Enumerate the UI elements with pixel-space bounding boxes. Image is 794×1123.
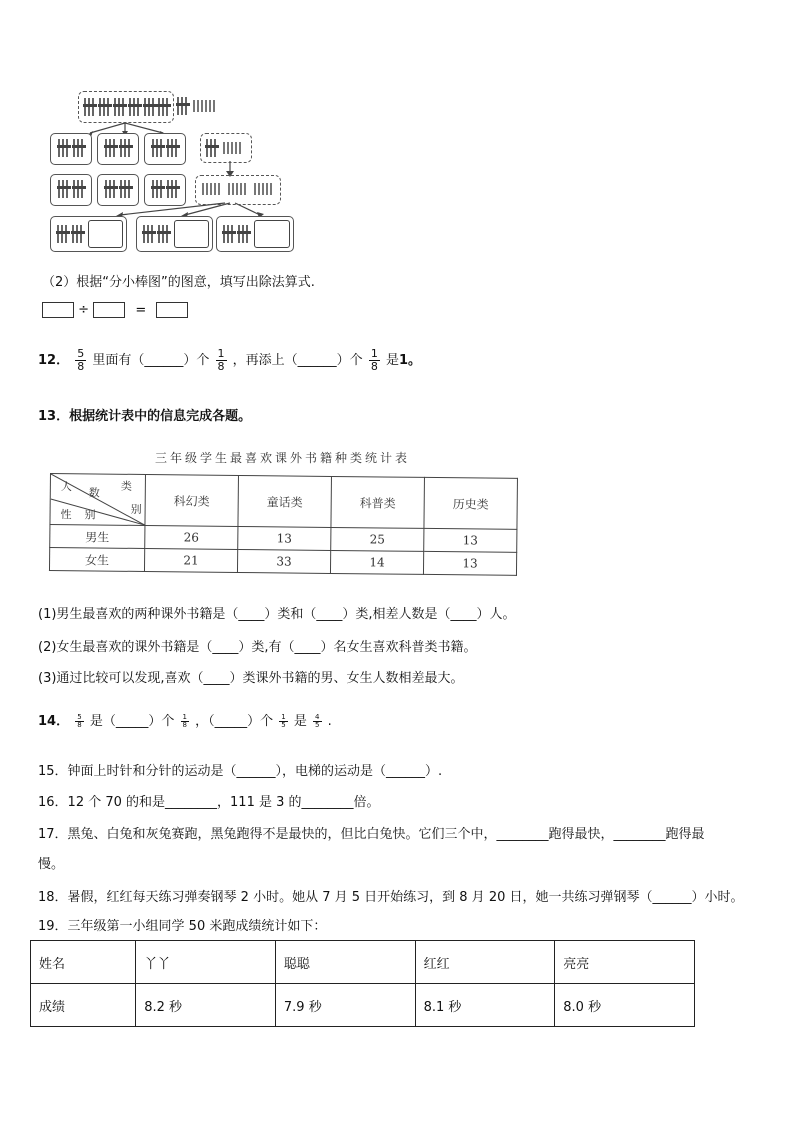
q12-text: 1。 [398, 353, 422, 368]
div-sign: ÷ [78, 302, 90, 318]
q17-text: 17．黑兔、白兔和灰兔赛跑，黑兔跑得不是最快的，但比白兔快。它们三个中，________跑得最快，________跑得最 [38, 827, 705, 842]
q12-text: 里面有（______）个 [92, 353, 210, 368]
empty-square [88, 220, 123, 248]
fraction: $\frac{1}{8}$ [370, 347, 378, 373]
corner-label: 数 [88, 486, 100, 500]
table-row [31, 941, 695, 984]
dividend-box[interactable] [42, 302, 74, 318]
table-cell: 33 [237, 549, 330, 573]
row-label: 女生 [49, 548, 144, 572]
q14-text: 是（_____）个 [89, 714, 175, 729]
column-header: 童话类 [238, 475, 332, 527]
fraction: $\frac{1}{5}$ [281, 713, 286, 729]
survey-table [49, 473, 518, 576]
table-cell: 7.9 秒 [275, 984, 415, 1027]
results-table [30, 940, 695, 1027]
q14-text: . [327, 714, 332, 729]
corner-label: 人 [60, 480, 72, 494]
q14-number: 14． [38, 714, 70, 729]
table-cell: 25 [331, 527, 424, 551]
bundle-icon [157, 225, 171, 243]
table-cell: 8.2 秒 [136, 984, 276, 1027]
q12 [38, 348, 421, 373]
bundle-icon [104, 180, 118, 198]
bundle-icon [113, 98, 127, 116]
corner-label: 类 [120, 479, 132, 493]
q12-text: 是 [385, 353, 399, 368]
bundle-icon [98, 98, 112, 116]
bundle-icon [56, 225, 70, 243]
table-cell: 13 [238, 526, 331, 550]
column-header: 历史类 [424, 477, 518, 529]
table-cell: 26 [145, 525, 238, 549]
fraction: $\frac{4}{5}$ [315, 713, 320, 729]
table-cell: 13 [424, 528, 517, 552]
bundle-icon [119, 180, 133, 198]
table-cell: 8.0 秒 [555, 984, 695, 1027]
q14-text: 是 [293, 714, 307, 729]
q17-text-cont: 慢。 [38, 857, 65, 872]
q12-text: ，再添上（______）个 [232, 353, 363, 368]
table-row [31, 984, 695, 1027]
table-cell: 21 [144, 548, 237, 572]
bundle-icon [166, 180, 180, 198]
bundle-icon [57, 139, 71, 157]
quotient-box[interactable] [156, 302, 188, 318]
fraction: $\frac{5}{8}$ [77, 713, 82, 729]
bundle-icon [222, 225, 236, 243]
q13-sub3: (3)通过比较可以发现,喜欢（____）类课外书籍的男、女生人数相差最大。 [38, 671, 464, 686]
bundle-icon [205, 139, 219, 157]
row-label: 男生 [50, 525, 145, 549]
q15-text: 15．钟面上时针和分针的运动是（______），电梯的运动是（______）. [38, 764, 443, 779]
bundle-icon [128, 98, 142, 116]
q14-text: ，（_____）个 [195, 714, 274, 729]
bundle-icon [71, 225, 85, 243]
q13-sub1: (1)男生最喜欢的两种课外书籍是（____）类和（____）类,相差人数是（____）人。 [38, 607, 516, 622]
table-cell: 成绩 [31, 984, 136, 1027]
empty-square [174, 220, 209, 248]
bundle-icon [151, 180, 165, 198]
q13-sub2: (2)女生最喜欢的课外书籍是（____）类,有（____）名女生喜欢科普类书籍。 [38, 640, 477, 655]
column-header: 科幻类 [145, 475, 239, 527]
bundle-icon [104, 139, 118, 157]
bundle-icon [72, 139, 86, 157]
table-cell: 亮亮 [555, 941, 695, 984]
table-row [49, 548, 516, 576]
q14 [38, 710, 332, 729]
bundle-icon [119, 139, 133, 157]
q16-text: 16．12 个 70 的和是________，111 是 3 的________倍。 [38, 795, 380, 810]
bundle-icon [157, 98, 171, 116]
table-cell: 聪聪 [275, 941, 415, 984]
eq-sign: = [135, 302, 147, 318]
column-header: 科普类 [331, 476, 425, 528]
bundle-icon [143, 98, 157, 116]
bundle-icon [83, 98, 97, 116]
bundle-icon [176, 97, 190, 115]
table-cell: 14 [330, 550, 423, 574]
table-cell: 8.1 秒 [415, 984, 555, 1027]
q19-text: 19．三年级第一小组同学 50 米跑成绩统计如下： [38, 919, 327, 934]
division-equation [42, 302, 188, 318]
fraction: $\frac{1}{8}$ [182, 713, 187, 729]
corner-label: 别 [130, 502, 142, 516]
bundle-icon [72, 180, 86, 198]
q11-part2-text: （2）根据“分小棒图”的图意，填写出除法算式. [42, 275, 315, 290]
bundle-icon [151, 139, 165, 157]
table-cell: 红红 [415, 941, 555, 984]
corner-label: 别 [84, 508, 96, 522]
table-cell: 姓名 [31, 941, 136, 984]
survey-table-title: 三年级学生最喜欢课外书籍种类统计表 [155, 451, 411, 465]
bundle-icon [57, 180, 71, 198]
q18-text: 18．暑假，红红每天练习弹奏钢琴 2 小时。她从 7 月 5 日开始练习，到 8 月 20 日，她一共练习弹钢琴（______）小时。 [38, 890, 744, 905]
fraction: $\frac{1}{8}$ [217, 347, 225, 373]
bundle-icon [142, 225, 156, 243]
divisor-box[interactable] [93, 302, 125, 318]
table-cell: 13 [423, 551, 516, 575]
bundle-icon [237, 225, 251, 243]
stick-diagram [45, 85, 295, 255]
fraction: $\frac{5}{8}$ [77, 347, 85, 373]
empty-square [254, 220, 290, 248]
table-corner-header [50, 474, 146, 526]
bundle-icon [166, 139, 180, 157]
corner-label: 性 [60, 508, 72, 522]
q13-text: 13．根据统计表中的信息完成各题。 [38, 409, 252, 424]
q12-number: 12． [38, 353, 70, 368]
table-cell: 丫丫 [136, 941, 276, 984]
